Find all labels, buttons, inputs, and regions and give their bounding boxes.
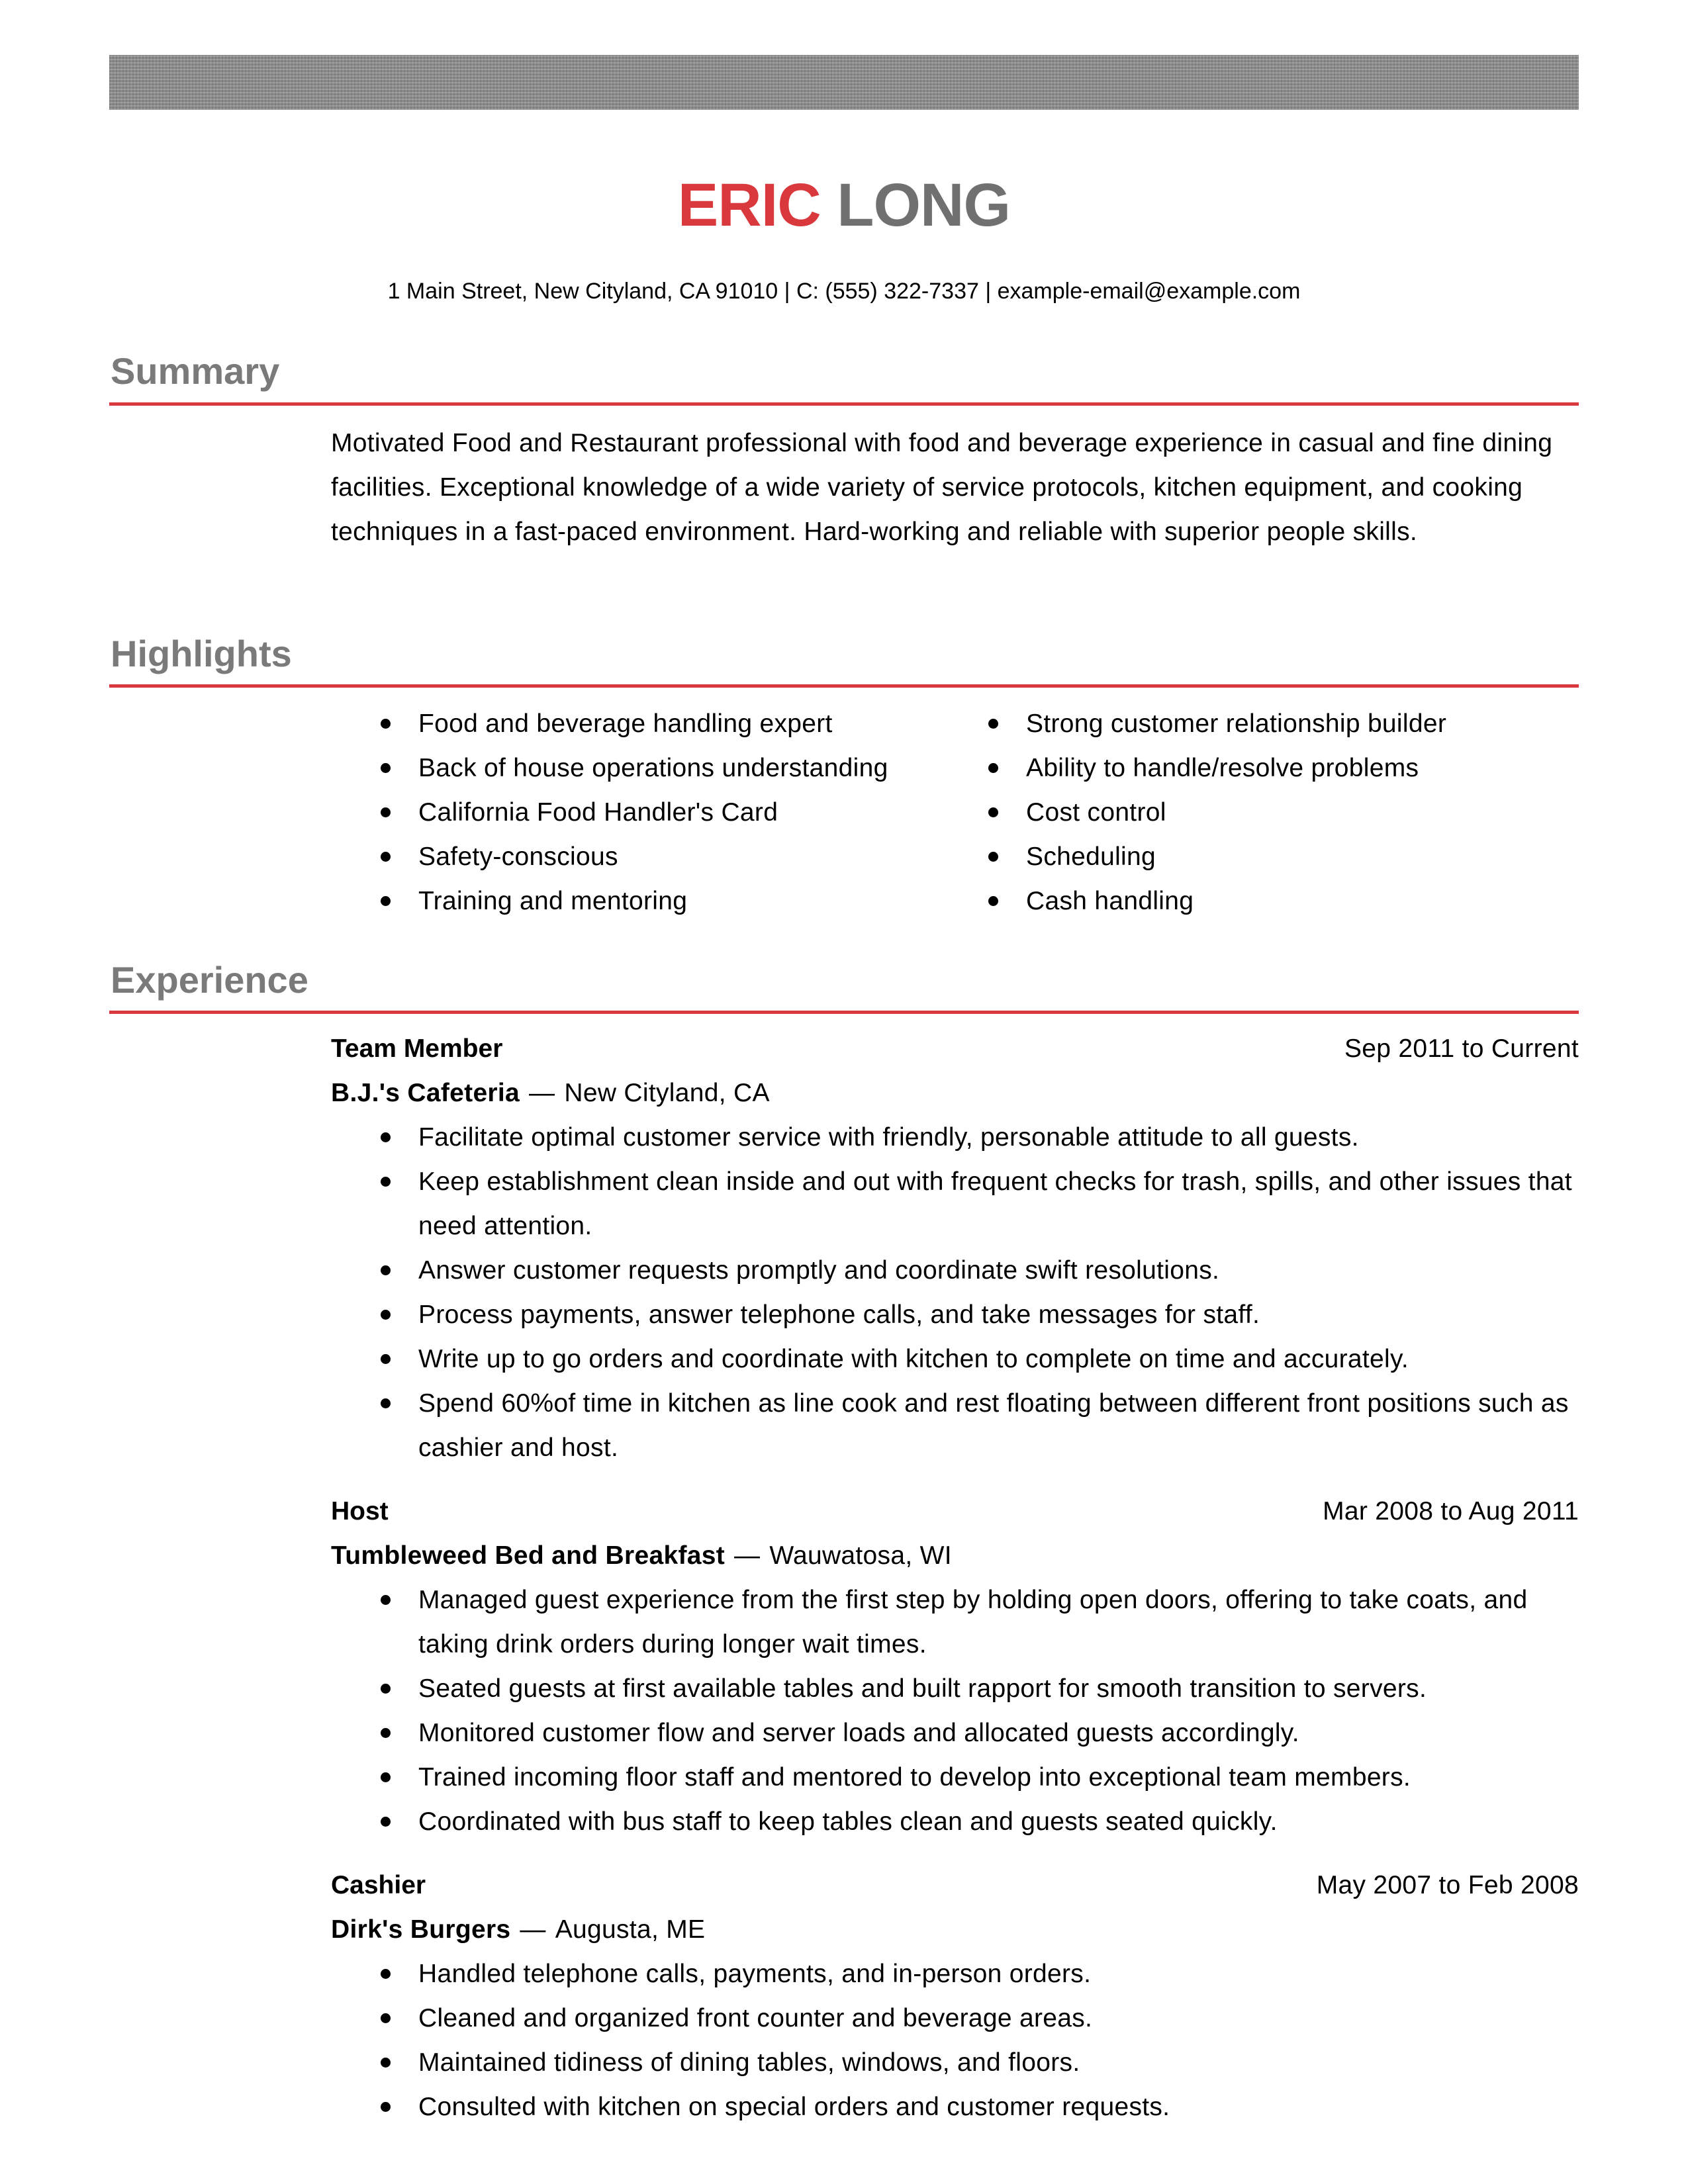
job-duties [331, 1115, 1579, 1470]
highlight-item: Food and beverage handling expert [331, 702, 940, 746]
summary-heading: Summary [111, 350, 280, 392]
highlight-item: Safety-conscious [331, 835, 940, 879]
highlights-list-left [331, 702, 940, 923]
first-name: ERIC [677, 171, 821, 239]
highlight-item: Cash handling [939, 879, 1574, 923]
job-title: Cashier [331, 1871, 426, 1899]
highlight-item: Strong customer relationship builder [939, 702, 1574, 746]
highlight-item: Ability to handle/resolve problems [939, 746, 1574, 790]
job-entry-team-member [331, 1026, 1579, 1470]
job-location: Augusta, ME [555, 1915, 706, 1944]
duty-item: Monitored customer flow and server loads and allocated guests accordingly. [331, 1711, 1579, 1755]
duty-item: Coordinated with bus staff to keep tables clean and guests seated quickly. [331, 1799, 1579, 1844]
job-dash: — [529, 1079, 555, 1107]
experience-divider [109, 1011, 1579, 1014]
last-name: LONG [837, 171, 1011, 239]
highlights-list-right [939, 702, 1574, 923]
job-company-line [331, 1533, 1579, 1578]
duty-item: Consulted with kitchen on special orders and customer requests. [331, 2085, 1579, 2129]
job-entry-cashier [331, 1863, 1579, 2129]
highlight-item: California Food Handler's Card [331, 790, 940, 835]
candidate-name [0, 169, 1688, 242]
duty-item: Keep establishment clean inside and out with frequent checks for trash, spills, and other issues that need attention. [331, 1160, 1579, 1248]
duty-item: Process payments, answer telephone calls, and take messages for staff. [331, 1293, 1579, 1337]
job-header [331, 1489, 1579, 1533]
job-dash: — [520, 1915, 546, 1944]
duty-item: Spend 60%of time in kitchen as line cook and rest floating between different front positions such as cashier and host. [331, 1381, 1579, 1470]
job-entry-host [331, 1489, 1579, 1844]
job-location: Wauwatosa, WI [769, 1541, 952, 1570]
job-duties [331, 1578, 1579, 1844]
summary-divider [109, 402, 1579, 406]
header-banner [109, 55, 1579, 110]
duty-item: Maintained tidiness of dining tables, windows, and floors. [331, 2040, 1579, 2085]
duty-item: Seated guests at first available tables and built rapport for smooth transition to servers. [331, 1666, 1579, 1711]
job-header [331, 1863, 1579, 1907]
duty-item: Cleaned and organized front counter and beverage areas. [331, 1996, 1579, 2040]
job-header [331, 1026, 1579, 1071]
job-dates: Sep 2011 to Current [1344, 1034, 1579, 1063]
duty-item: Handled telephone calls, payments, and in-person orders. [331, 1952, 1579, 1996]
highlight-item: Back of house operations understanding [331, 746, 940, 790]
job-dates: Mar 2008 to Aug 2011 [1323, 1497, 1579, 1525]
highlights-heading: Highlights [111, 633, 292, 674]
job-company-line [331, 1907, 1579, 1952]
job-dash: — [734, 1541, 761, 1570]
duty-item: Write up to go orders and coordinate with kitchen to complete on time and accurately. [331, 1337, 1579, 1381]
highlights-divider [109, 684, 1579, 688]
job-location: New Cityland, CA [564, 1079, 770, 1107]
job-company: B.J.'s Cafeteria [331, 1079, 520, 1107]
job-company: Dirk's Burgers [331, 1915, 511, 1944]
highlight-item: Training and mentoring [331, 879, 940, 923]
highlight-item: Scheduling [939, 835, 1574, 879]
job-title: Host [331, 1497, 389, 1525]
duty-item: Trained incoming floor staff and mentored to develop into exceptional team members. [331, 1755, 1579, 1799]
job-company-line [331, 1071, 1579, 1115]
duty-item: Managed guest experience from the first step by holding open doors, offering to take coats, and taking drink orders during longer wait times. [331, 1578, 1579, 1666]
summary-text: Motivated Food and Restaurant professional with food and beverage experience in casual and fine dining facilities. Exceptional knowledge of a wide variety of service protocols, kitchen equipment, and cooking techniques in a fast-paced environment. Hard-working and reliable with superior people skills. [331, 429, 1553, 546]
job-title: Team Member [331, 1034, 503, 1063]
job-duties [331, 1952, 1579, 2129]
job-company: Tumbleweed Bed and Breakfast [331, 1541, 725, 1570]
duty-item: Answer customer requests promptly and coordinate swift resolutions. [331, 1248, 1579, 1293]
duty-item: Facilitate optimal customer service with friendly, personable attitude to all guests. [331, 1115, 1579, 1160]
job-dates: May 2007 to Feb 2008 [1316, 1871, 1579, 1899]
contact-line: 1 Main Street, New Cityland, CA 91010 | C: (555) 322-7337 | example-email@example.com [387, 279, 1301, 304]
highlight-item: Cost control [939, 790, 1574, 835]
experience-heading: Experience [111, 959, 308, 1001]
